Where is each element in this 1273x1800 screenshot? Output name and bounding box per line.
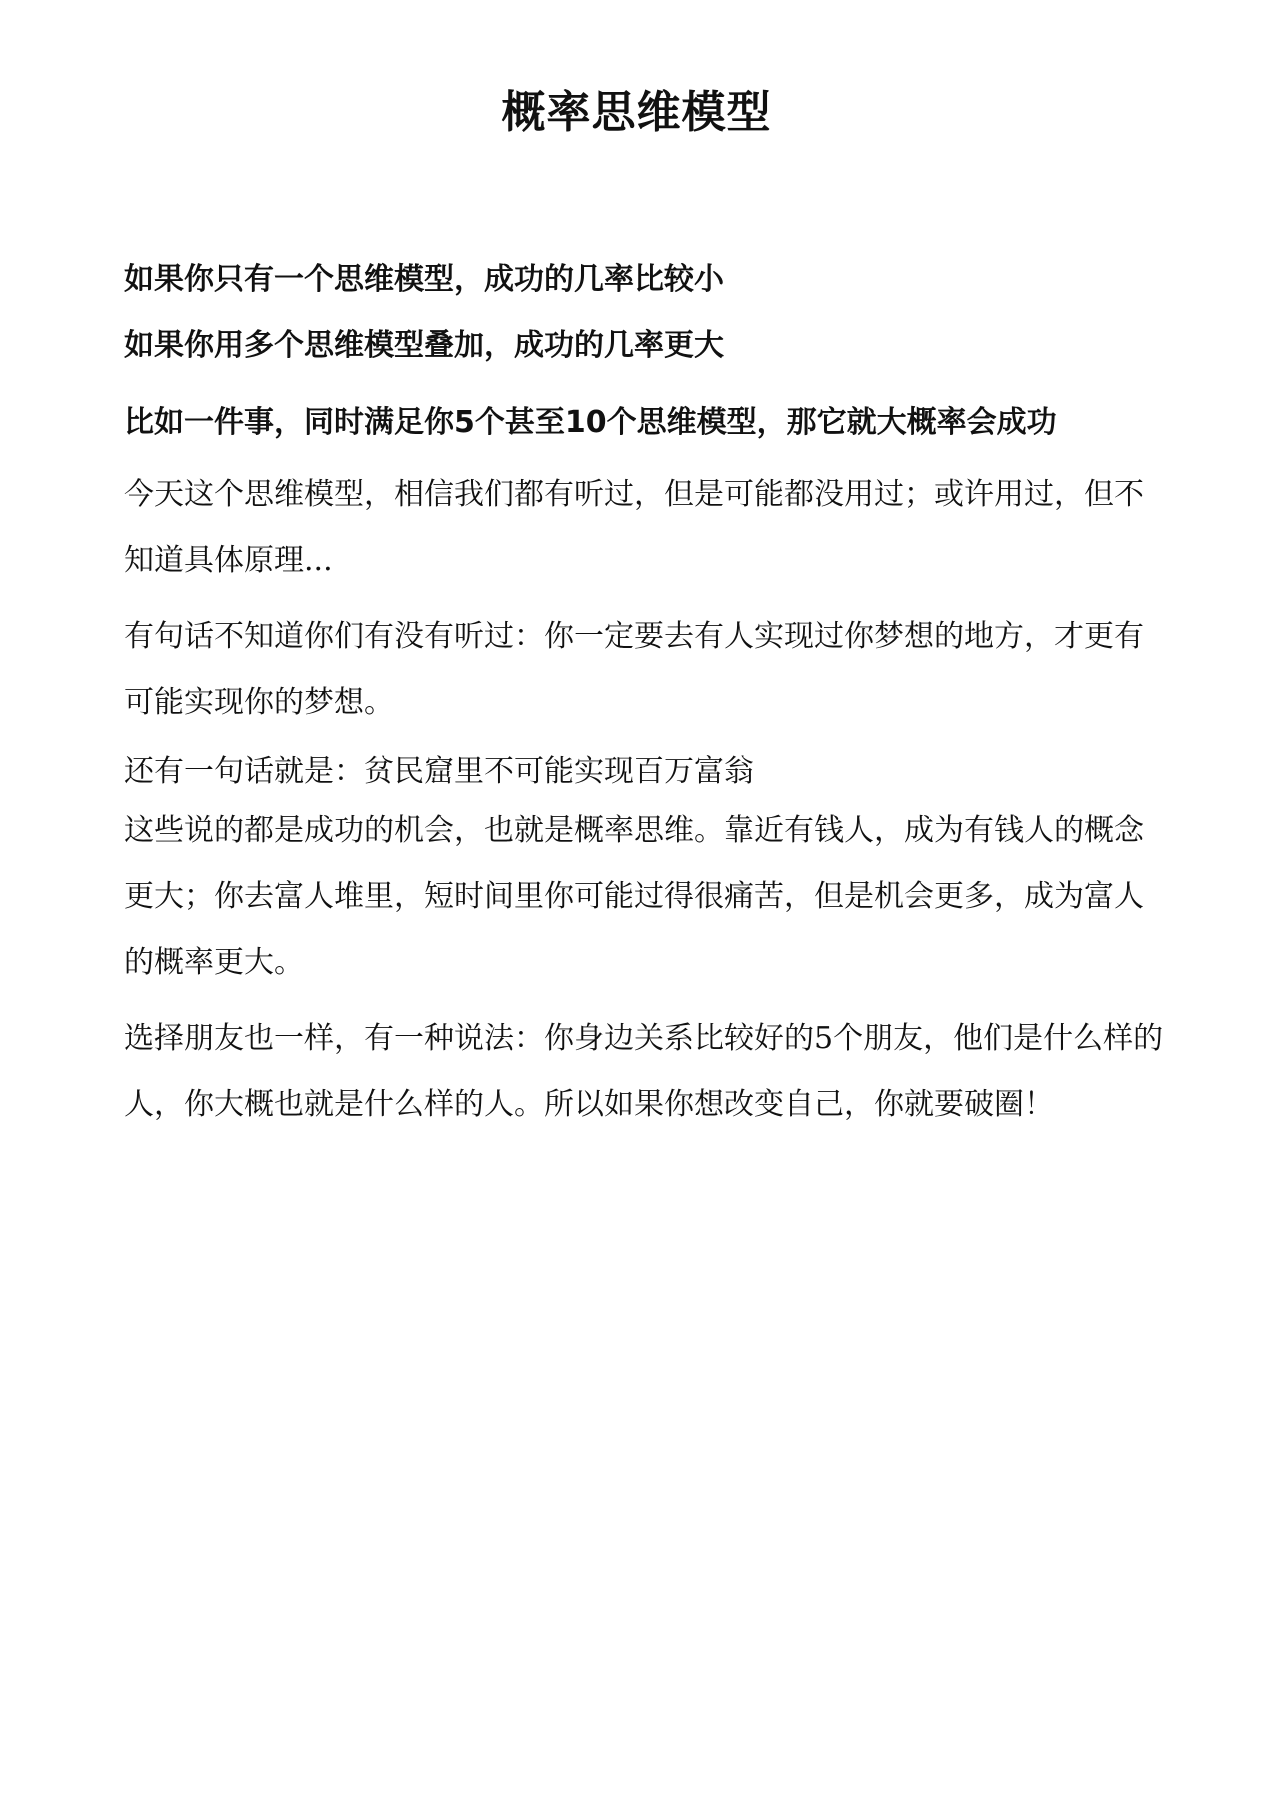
paragraph-5: 选择朋友也一样，有一种说法：你身边关系比较好的5个朋友，他们是什么样的人，你大概也就是什么样的人。所以如果你想改变自己，你就要破圈！ — [124, 1021, 1164, 1122]
bold-line-3: 比如一件事，同时满足你5个甚至10个思维模型，那它就大概率会成功 — [124, 405, 1057, 440]
paragraph-2: 有句话不知道你们有没有听过：你一定要去有人实现过你梦想的地方，才更有可能实现你的梦想。 — [124, 619, 1144, 720]
bold-intro-block — [124, 258, 1164, 456]
bold-line-2: 如果你用多个思维模型叠加，成功的几率更大 — [124, 328, 724, 363]
paragraph-1: 今天这个思维模型，相信我们都有听过，但是可能都没用过；或许用过，但不知道具体原理... — [124, 477, 1144, 578]
paragraph-4: 这些说的都是成功的机会，也就是概率思维。靠近有钱人，成为有钱人的概念更大；你去富人堆里，短时间里你可能过得很痛苦，但是机会更多，成为富人的概率更大。 — [124, 813, 1144, 980]
bold-line-1: 如果你只有一个思维模型，成功的几率比较小 — [124, 262, 724, 297]
paragraph-3: 还有一句话就是：贫民窟里不可能实现百万富翁 — [124, 754, 754, 789]
document-title: 概率思维模型 — [501, 87, 772, 138]
document-body — [124, 258, 1164, 1148]
